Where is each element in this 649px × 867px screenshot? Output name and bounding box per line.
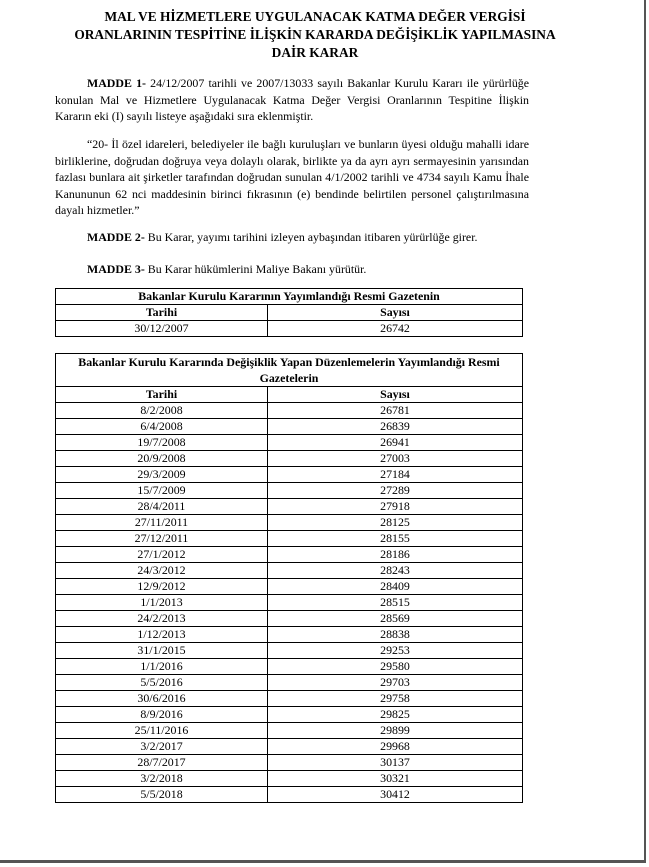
table-title-row: [56, 289, 523, 305]
table-row: [56, 483, 523, 499]
table-row: [56, 755, 523, 771]
number-cell: 26839: [268, 419, 523, 435]
article-3-text: Bu Karar hükümlerini Maliye Bakanı yürütür.: [144, 262, 367, 276]
table-row: [56, 707, 523, 723]
date-cell: 24/2/2013: [56, 611, 268, 627]
document-title: [55, 8, 575, 62]
number-cell: 29968: [268, 739, 523, 755]
number-cell: 29580: [268, 659, 523, 675]
date-cell: 1/1/2013: [56, 595, 268, 611]
date-cell: 12/9/2012: [56, 579, 268, 595]
table-row: [56, 419, 523, 435]
table-row: [56, 739, 523, 755]
table-row: [56, 547, 523, 563]
column-header-number: Sayısı: [268, 305, 523, 321]
table-row: [56, 435, 523, 451]
article-2: [55, 229, 529, 246]
table-header-row: [56, 387, 523, 403]
date-cell: 27/12/2011: [56, 531, 268, 547]
table-row: [56, 467, 523, 483]
date-cell: 3/2/2017: [56, 739, 268, 755]
column-header-date: Tarihi: [56, 305, 268, 321]
table-row: [56, 403, 523, 419]
amendments-gazette-table: [55, 353, 523, 803]
date-cell: 28/4/2011: [56, 499, 268, 515]
date-cell: 19/7/2008: [56, 435, 268, 451]
table-row: [56, 515, 523, 531]
number-cell: 29703: [268, 675, 523, 691]
date-cell: 8/2/2008: [56, 403, 268, 419]
date-cell: 5/5/2016: [56, 675, 268, 691]
title-line-2: ORANLARININ TESPİTİNE İLİŞKİN KARARDA DEĞİŞİKLİK YAPILMASINA: [74, 27, 556, 42]
page-edge-bottom: [0, 860, 646, 863]
article-2-text: Bu Karar, yayımı tarihini izleyen aybaşından itibaren yürürlüğe girer.: [144, 230, 478, 244]
decree-gazette-table: [55, 288, 523, 337]
number-cell: 26781: [268, 403, 523, 419]
table-row: [56, 643, 523, 659]
article-3-heading: MADDE 3-: [87, 262, 145, 276]
number-cell: 29825: [268, 707, 523, 723]
number-cell: 28569: [268, 611, 523, 627]
number-cell: 28186: [268, 547, 523, 563]
number-cell: 29758: [268, 691, 523, 707]
table-title: Bakanlar Kurulu Kararının Yayımlandığı Resmi Gazetenin: [56, 289, 523, 305]
number-cell: 26742: [268, 321, 523, 337]
number-cell: 30321: [268, 771, 523, 787]
date-cell: 1/12/2013: [56, 627, 268, 643]
table-row: [56, 563, 523, 579]
table-header-row: [56, 305, 523, 321]
table-row: [56, 771, 523, 787]
date-cell: 15/7/2009: [56, 483, 268, 499]
table-row: [56, 579, 523, 595]
date-cell: 20/9/2008: [56, 451, 268, 467]
number-cell: 29253: [268, 643, 523, 659]
table-row: [56, 499, 523, 515]
table-row: [56, 321, 523, 337]
table-row: [56, 627, 523, 643]
date-cell: 30/12/2007: [56, 321, 268, 337]
article-1-heading: MADDE 1-: [87, 76, 146, 90]
table-row: [56, 595, 523, 611]
title-line-1: MAL VE HİZMETLERE UYGULANACAK KATMA DEĞER VERGİSİ: [104, 9, 526, 24]
date-cell: 27/1/2012: [56, 547, 268, 563]
number-cell: 28243: [268, 563, 523, 579]
number-cell: 28155: [268, 531, 523, 547]
date-cell: 29/3/2009: [56, 467, 268, 483]
number-cell: 26941: [268, 435, 523, 451]
date-cell: 8/9/2016: [56, 707, 268, 723]
table-row: [56, 659, 523, 675]
date-cell: 31/1/2015: [56, 643, 268, 659]
quoted-list-item: “20- İl özel idareleri, belediyeler ile bağlı kuruluşları ve bunların üyesi olduğu mahalli idare birliklerine, doğrudan doğruya veya dolaylı olarak, birlikte ya da ayrı ayrı sermayesinin yarısından fazlası bunlara ait şirketler tarafından doğrudan sunulan 4/1/2002 tarihli ve 4734 sayılı Kamu İhale Kanununun 62 nci maddesinin birinci fıkrasının (e) bendinde belirtilen personel çalıştırılmasına dayalı hizmetler.”: [55, 137, 529, 217]
date-cell: 25/11/2016: [56, 723, 268, 739]
date-cell: 24/3/2012: [56, 563, 268, 579]
number-cell: 29899: [268, 723, 523, 739]
table-row: [56, 531, 523, 547]
date-cell: 3/2/2018: [56, 771, 268, 787]
number-cell: 28409: [268, 579, 523, 595]
number-cell: 28838: [268, 627, 523, 643]
page-edge-right: [644, 0, 646, 862]
article-1: [55, 75, 529, 125]
date-cell: 28/7/2017: [56, 755, 268, 771]
title-line-3: DAİR KARAR: [271, 45, 359, 60]
number-cell: 27184: [268, 467, 523, 483]
article-3: [55, 261, 529, 278]
date-cell: 27/11/2011: [56, 515, 268, 531]
number-cell: 28125: [268, 515, 523, 531]
number-cell: 30412: [268, 787, 523, 803]
date-cell: 30/6/2016: [56, 691, 268, 707]
column-header-number: Sayısı: [268, 387, 523, 403]
number-cell: 27003: [268, 451, 523, 467]
table-title-row: [56, 354, 523, 387]
date-cell: 6/4/2008: [56, 419, 268, 435]
table-row: [56, 675, 523, 691]
article-1-text: 24/12/2007 tarihli ve 2007/13033 sayılı Bakanlar Kurulu Kararı ile yürürlüğe konulan Mal ve Hizmetlere Uygulanacak Katma Değer Vergisi Oranlarının Tespitine İlişkin Kararın eki (I) sayılı listeye aşağıdaki sıra eklenmiştir.: [55, 76, 530, 123]
table-row: [56, 451, 523, 467]
table-row: [56, 611, 523, 627]
number-cell: 28515: [268, 595, 523, 611]
number-cell: 30137: [268, 755, 523, 771]
table-row: [56, 691, 523, 707]
table-row: [56, 723, 523, 739]
table-row: [56, 787, 523, 803]
article-2-heading: MADDE 2-: [87, 230, 145, 244]
table-title: Bakanlar Kurulu Kararında Değişiklik Yapan Düzenlemelerin Yayımlandığı Resmi Gazetelerin: [56, 354, 523, 387]
number-cell: 27918: [268, 499, 523, 515]
date-cell: 1/1/2016: [56, 659, 268, 675]
number-cell: 27289: [268, 483, 523, 499]
date-cell: 5/5/2018: [56, 787, 268, 803]
column-header-date: Tarihi: [56, 387, 268, 403]
